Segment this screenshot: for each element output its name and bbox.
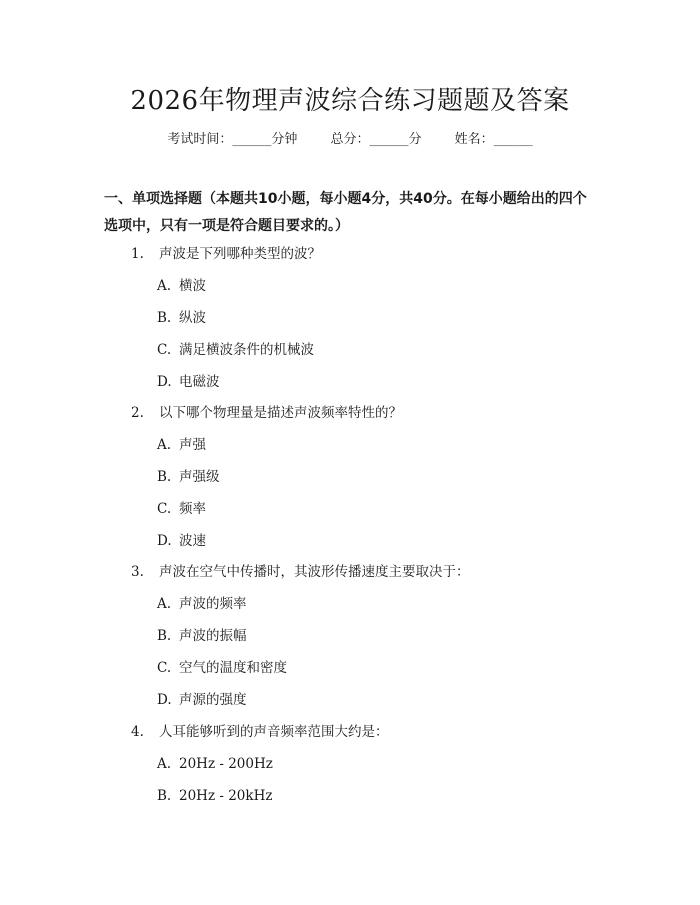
option-text: 声强 [179, 437, 206, 453]
option-text: 满足横波条件的机械波 [179, 342, 314, 358]
exam-meta-line [0, 129, 700, 151]
option-letter: D. [157, 374, 172, 390]
answer-option [157, 308, 206, 328]
option-letter: A. [157, 756, 172, 772]
option-text: 20Hz - 20kHz [179, 788, 273, 804]
option-text: 纵波 [179, 310, 206, 326]
option-letter: C. [157, 342, 172, 358]
question-stem [131, 244, 321, 264]
option-text: 频率 [179, 501, 206, 517]
answer-option [157, 435, 206, 455]
answer-option [157, 786, 272, 806]
answer-option [157, 467, 220, 487]
answer-option [157, 531, 206, 551]
answer-option [157, 340, 314, 360]
question-stem [131, 722, 389, 742]
option-text: 20Hz - 200Hz [179, 756, 273, 772]
option-text: 横波 [179, 278, 206, 294]
question-stem [131, 562, 470, 582]
option-text: 电磁波 [179, 374, 220, 390]
question-text: 以下哪个物理量是描述声波频率特性的？ [159, 405, 402, 421]
question-stem [131, 403, 402, 423]
answer-option [157, 499, 206, 519]
question-text: 声波在空气中传播时，其波形传播速度主要取决于： [159, 564, 470, 580]
section-heading-line: 选项中，只有一项是符合题目要求的。） [104, 218, 349, 234]
option-letter: D. [157, 533, 172, 549]
question-number: 4. [131, 724, 144, 740]
option-letter: B. [157, 469, 172, 485]
exam-time-field: 考试时间：______分钟 [167, 132, 298, 147]
option-letter: A. [157, 596, 172, 612]
answer-option [157, 372, 220, 392]
question-number: 2. [131, 405, 144, 421]
answer-option [157, 658, 287, 678]
total-score-field: 总分：______分 [330, 132, 422, 147]
student-name-field: 姓名：______ [454, 132, 533, 147]
question-number: 1. [131, 246, 144, 262]
option-letter: C. [157, 660, 172, 676]
option-text: 声源的强度 [179, 692, 247, 708]
section-heading [104, 186, 604, 240]
answer-option [157, 626, 247, 646]
option-letter: A. [157, 278, 172, 294]
option-letter: C. [157, 501, 172, 517]
answer-option [157, 690, 247, 710]
option-letter: B. [157, 628, 172, 644]
option-text: 波速 [179, 533, 206, 549]
option-text: 声波的振幅 [179, 628, 247, 644]
page-title: 2026年物理声波综合练习题题及答案 [130, 86, 570, 116]
question-text: 声波是下列哪种类型的波？ [159, 246, 321, 262]
answer-option [157, 276, 206, 296]
option-letter: D. [157, 692, 172, 708]
option-text: 空气的温度和密度 [179, 660, 287, 676]
option-text: 声强级 [179, 469, 220, 485]
question-text: 人耳能够听到的声音频率范围大约是： [159, 724, 389, 740]
answer-option [157, 594, 247, 614]
option-letter: A. [157, 437, 172, 453]
option-letter: B. [157, 310, 172, 326]
answer-option [157, 754, 273, 774]
question-number: 3. [131, 564, 144, 580]
section-heading-line: 一、单项选择题（本题共10小题，每小题4分，共40分。在每小题给出的四个 [104, 191, 587, 207]
option-text: 声波的频率 [179, 596, 247, 612]
option-letter: B. [157, 788, 172, 804]
